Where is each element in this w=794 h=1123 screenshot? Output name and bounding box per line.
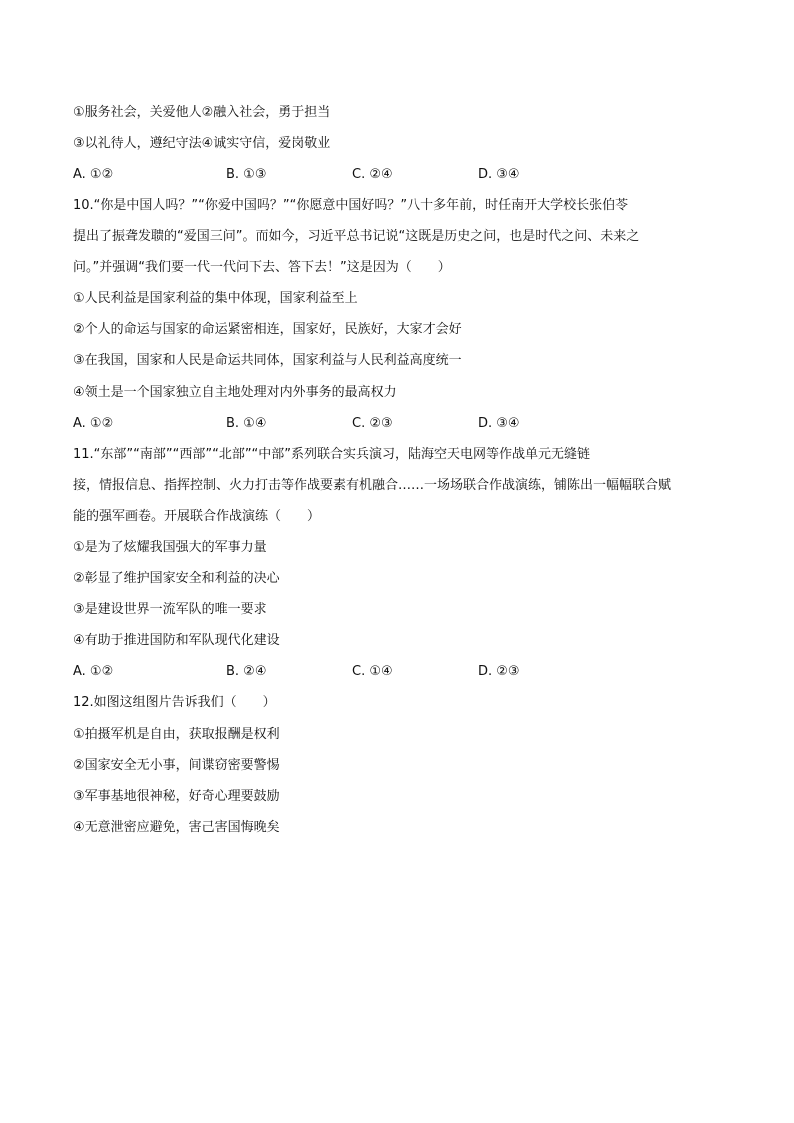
q11-item-1: ①是为了炫耀我国强大的军事力量 (73, 540, 267, 555)
q11-stem-line3: 能的强军画卷。开展联合作战演练（ ） (73, 509, 321, 524)
q10-item-4: ④领土是一个国家独立自主地处理对内外事务的最高权力 (73, 385, 397, 400)
q9-option-c: C. ②④ (352, 167, 393, 182)
q11-option-d: D. ②③ (478, 664, 520, 679)
q11-item-3: ③是建设世界一流军队的唯一要求 (73, 602, 267, 617)
q12-item-4: ④无意泄密应避免，害己害国悔晚矣 (73, 820, 280, 835)
q11-item-2: ②彰显了维护国家安全和利益的决心 (73, 571, 280, 586)
q11-option-a: A. ①② (73, 664, 114, 679)
q10-item-3: ③在我国，国家和人民是命运共同体，国家利益与人民利益高度统一 (73, 353, 462, 368)
q9-option-d: D. ③④ (478, 167, 520, 182)
q9-option-b: B. ①③ (226, 167, 267, 182)
q11-options (73, 663, 733, 681)
q11-option-c: C. ①④ (352, 664, 393, 679)
q9-item-1-2: ①服务社会，关爱他人②融入社会，勇于担当 (73, 105, 331, 120)
q11-stem-line1: 11.“东部”“南部”“西部”“北部”“中部”系列联合实兵演习，陆海空天电网等作战单元无缝链 (73, 447, 591, 462)
q10-stem-line2: 提出了振聋发聩的“爱国三问”。而如今，习近平总书记说“这既是历史之问，也是时代之问、未来之 (73, 229, 640, 244)
q10-options (73, 415, 733, 433)
q10-item-1: ①人民利益是国家利益的集中体现，国家利益至上 (73, 291, 358, 306)
q12-item-1: ①拍摄军机是自由，获取报酬是权利 (73, 727, 280, 742)
q9-option-a: A. ①② (73, 167, 114, 182)
q10-option-c: C. ②③ (352, 416, 393, 431)
q10-option-a: A. ①② (73, 416, 114, 431)
q12-item-2: ②国家安全无小事，间谍窃密要警惕 (73, 758, 280, 773)
q11-stem-line2: 接，情报信息、指挥控制、火力打击等作战要素有机融合……一场场联合作战演练，铺陈出一幅幅联合赋 (73, 478, 672, 493)
q10-option-d: D. ③④ (478, 416, 520, 431)
q10-stem-line1: 10.“你是中国人吗？”“你爱中国吗？”“你愿意中国好吗？”八十多年前，时任南开大学校长张伯苓 (73, 198, 629, 213)
q10-item-2: ②个人的命运与国家的命运紧密相连，国家好，民族好，大家才会好 (73, 322, 462, 337)
q9-item-3-4: ③以礼待人，遵纪守法④诚实守信，爱岗敬业 (73, 136, 331, 151)
q12-item-3: ③军事基地很神秘，好奇心理要鼓励 (73, 789, 280, 804)
q11-option-b: B. ②④ (226, 664, 267, 679)
q12-stem-line1: 12.如图这组图片告诉我们（ ） (73, 695, 276, 710)
q9-options (73, 166, 733, 184)
q10-option-b: B. ①④ (226, 416, 267, 431)
q10-stem-line3: 问。”并强调“我们要一代一代问下去、答下去！”这是因为（ ） (73, 260, 451, 275)
q11-item-4: ④有助于推进国防和军队现代化建设 (73, 633, 280, 648)
